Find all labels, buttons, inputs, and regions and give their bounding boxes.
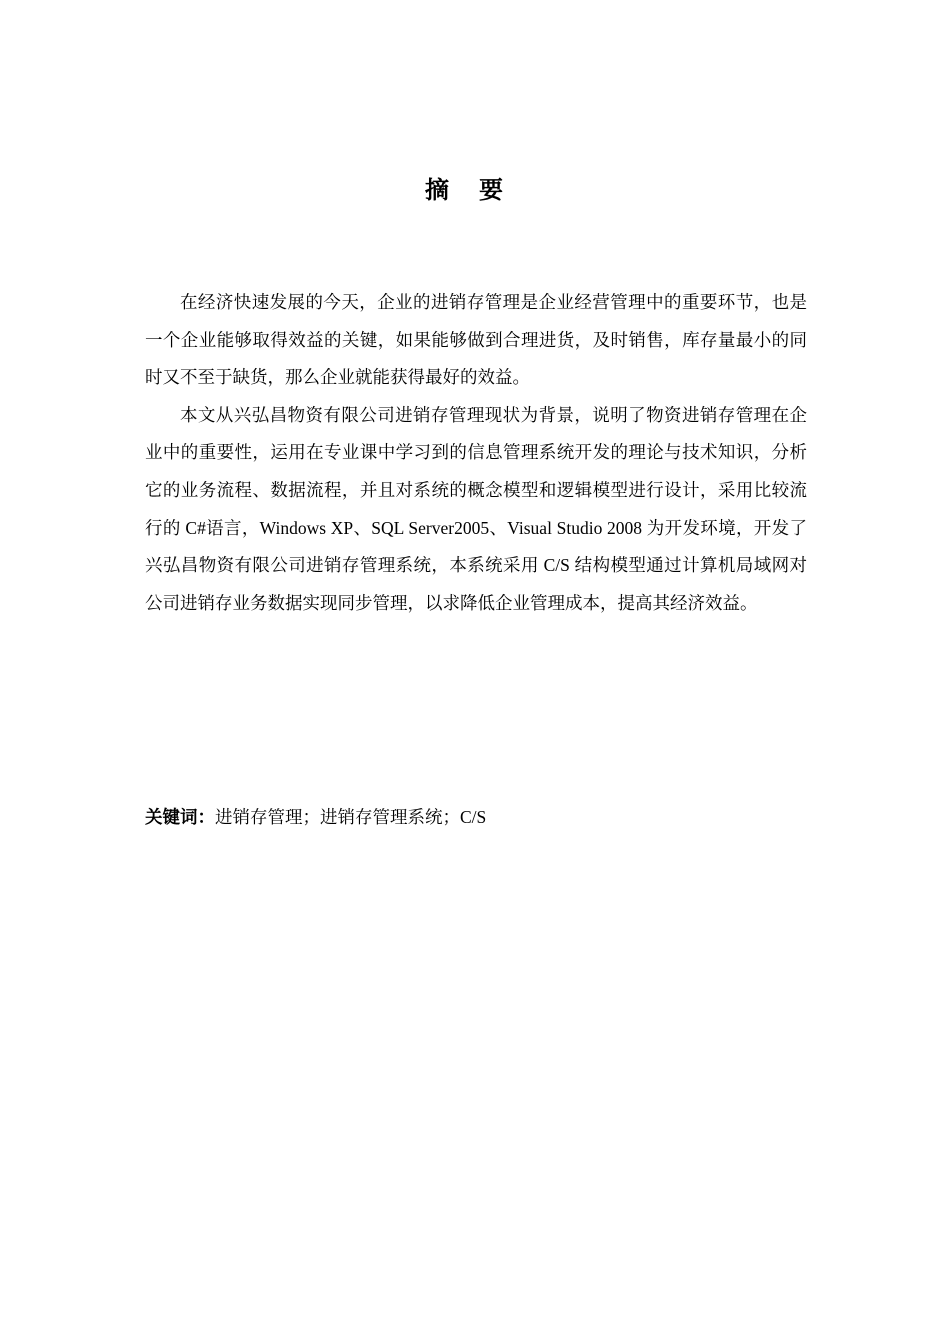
keywords-value: 进销存管理；进销存管理系统；C/S xyxy=(215,807,487,827)
abstract-paragraph-1: 在经济快速发展的今天，企业的进销存管理是企业经营管理中的重要环节，也是一个企业能够取得效益的关键，如果能够做到合理进货，及时销售，库存量最小的同时又不至于缺货，那么企业就能获得最好的效益。 xyxy=(145,292,807,388)
keywords-label: 关键词： xyxy=(145,808,215,828)
abstract-paragraph-2: 本文从兴弘昌物资有限公司进销存管理现状为背景，说明了物资进销存管理在企业中的重要性，运用在专业课中学习到的信息管理系统开发的理论与技术知识，分析它的业务流程、数据流程，并且对系统的概念模型和逻辑模型进行设计，采用比较流行的 C#语言，Windows XP、SQL Server2005、Visual Studio 2008 为开发环境，开发了兴弘昌物资有限公司进销存管理系统，本系统采用 C/S 结构模型通过计算机局域网对公司进销存业务数据实现同步管理，以求降低企业管理成本，提高其经济效益。 xyxy=(145,404,807,613)
abstract-body xyxy=(145,284,807,622)
page-title: 摘要 xyxy=(425,176,533,204)
keywords-line xyxy=(145,799,807,838)
